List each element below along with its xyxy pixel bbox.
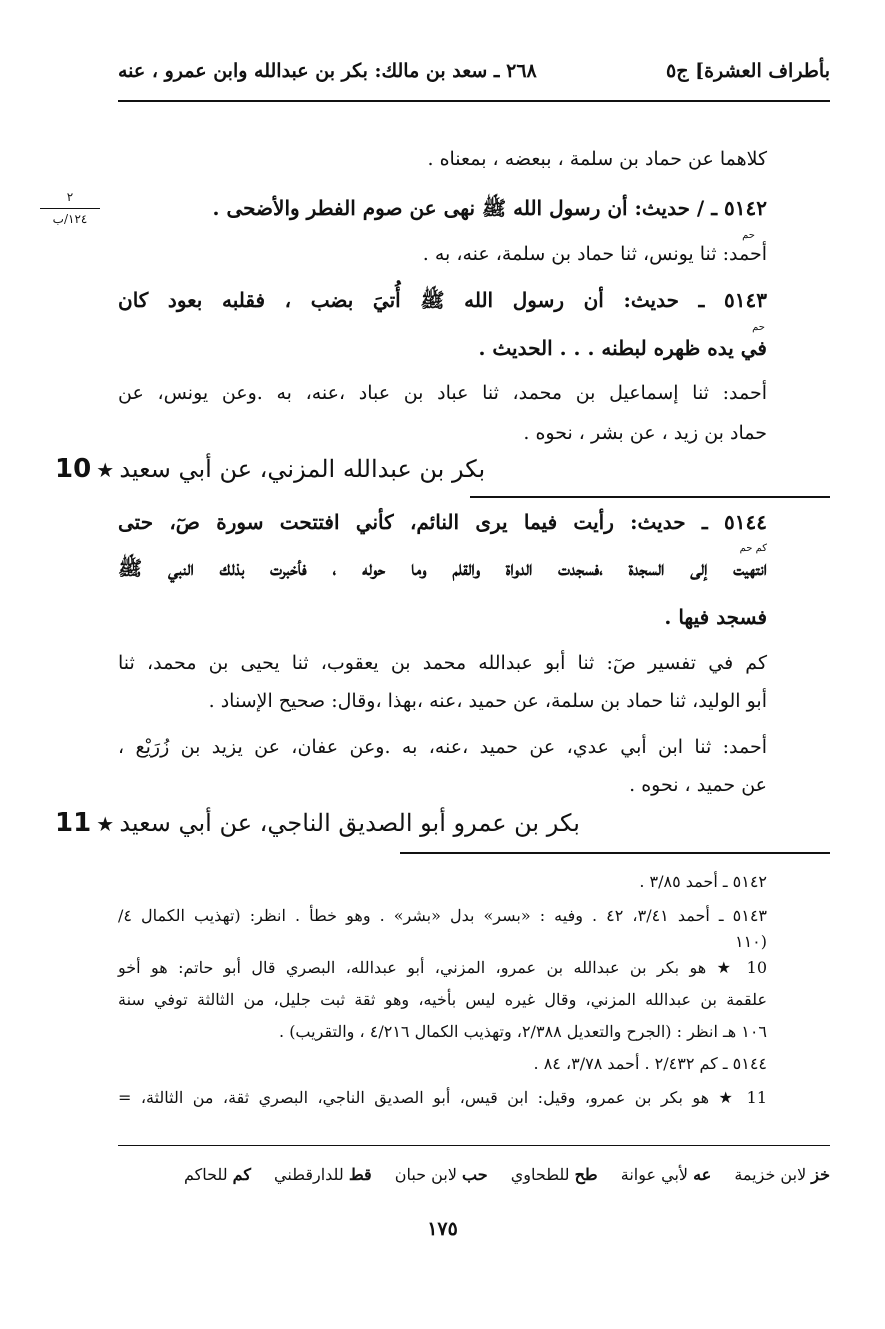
source-5143-line2: حماد بن زيد ، عن بشر ، نحوه . (523, 422, 767, 444)
margin-folio-rule (40, 208, 100, 209)
page-number: ١٧٥ (427, 1218, 458, 1240)
footnote-5143-line2: ١١٠) (734, 932, 767, 951)
abbreviations-key (118, 1165, 830, 1184)
running-header (118, 58, 830, 94)
footnote-5142: ٥١٤٢ ـ أحمد ٣/٨٥ . (639, 872, 767, 891)
footnote-10-line2: علقمة بن عبدالله المزني، وقال غيره ليس بأخيه، وهو ثقة ثبت جليل، من الثالثة توفي سنة (118, 990, 767, 1009)
abbr-entry: طح للطحاوي (510, 1165, 598, 1184)
section-10-title: بكر بن عبدالله المزني، عن أبي سعيد (119, 455, 486, 483)
star-icon: ★ (96, 458, 115, 482)
siglum-5142: حم (742, 230, 755, 241)
footnote-5144: ٥١٤٤ ـ كم ٢/٤٣٢ . أحمد ٣/٧٨، ٨٤ . (533, 1054, 767, 1073)
hadith-heading-5143-line1: ٥١٤٣ ـ حديث: أن رسول الله ﷺ أُتيَ بضب ، فقلبه بعود كان (118, 288, 767, 312)
siglum-5143: حم (752, 322, 765, 333)
abbreviations-rule (118, 1145, 830, 1146)
body-line: كلاهما عن حماد بن سلمة ، ببعضه ، بمعناه . (427, 148, 767, 170)
source-5144-line4: عن حميد ، نحوه . (629, 774, 767, 796)
source-5144-line1: كم في تفسير صٓ: ثنا أبو عبدالله محمد بن يعقوب، ثنا يحيى بن محمد، ثنا (118, 652, 767, 674)
source-5143-line1: أحمد: ثنا إسماعيل بن محمد، ثنا عباد بن عباد ،عنه، به .وعن يونس، عن (118, 382, 767, 404)
footnote-11: 11 ★ هو بكر بن عمرو، وقيل: ابن قيس، أبو الصديق الناجي، البصري ثقة، من الثالثة، = (118, 1088, 767, 1107)
hadith-heading-5144-line1: ٥١٤٤ ـ حديث: رأيت فيما يرى النائم، كأني افتتحت سورة صٓ، حتى (118, 510, 767, 534)
header-rule (118, 100, 830, 102)
header-book-title: بأطراف العشرة] ج٥ (666, 60, 830, 82)
section-10-number: 10 (55, 454, 92, 484)
source-5144-line2: أبو الوليد، ثنا حماد بن سلمة، عن حميد ،عنه ،بهذا ،وقال: صحيح الإسناد . (208, 690, 767, 712)
source-5144-line3: أحمد: ثنا ابن أبي عدي، عن حميد ،عنه، به .وعن عفان، عن يزيد بن زُرَيْع ، (118, 736, 767, 758)
abbr-entry: كم للحاكم (183, 1165, 251, 1184)
abbr-entry: حب لابن حبان (394, 1165, 488, 1184)
hadith-heading-5143-line2: في يده ظهره لبطنه . . . الحديث . (478, 336, 767, 360)
section-11-heading (55, 808, 825, 838)
abbr-entry: قط للدارقطني (274, 1165, 372, 1184)
header-section-title: ٢٦٨ ـ سعد بن مالك: بكر بن عبدالله وابن عمرو ، عنه (118, 60, 537, 82)
abbr-entry: عه لأبي عوانة (620, 1165, 712, 1184)
footnote-10-line3: ١٠٦ هـ انظر : (الجرح والتعديل ٢/٣٨٨، وتهذيب الكمال ٤/٢١٦ ، والتقريب) . (279, 1022, 767, 1041)
section-11-number: 11 (55, 808, 92, 838)
hadith-heading-5144-line2: انتهيت إلى السجدة ،فسجدت الدواة والقلم وما حوله ، فأخبرت بذلك النبي ﷺ (118, 556, 767, 580)
footnote-5143-line1: ٥١٤٣ ـ أحمد ٣/٤١، ٤٢ . وفيه : «بسر» بدل «بشر» . وهو خطأ . انظر: (تهذيب الكمال ٤/ (118, 906, 768, 925)
section-10-heading (55, 454, 825, 484)
source-5142: أحمد: ثنا يونس، ثنا حماد بن سلمة، عنه، به . (422, 243, 767, 265)
hadith-heading-5142: ٥١٤٢ ـ / حديث: أن رسول الله ﷺ نهى عن صوم الفطر والأضحى . (212, 196, 767, 220)
margin-folio-denominator: ١٢٤/ب (52, 212, 88, 226)
footnote-10-line1: 10 ★ هو بكر بن عبدالله بن عمرو، المزني، أبو عبدالله، البصري قال أبو حاتم: هو أخو (118, 958, 768, 977)
section-11-title: بكر بن عمرو أبو الصديق الناجي، عن أبي سعيد (119, 809, 580, 837)
section-11-rule (400, 852, 830, 854)
hadith-heading-5144-line3: فسجد فيها . (664, 605, 767, 629)
abbr-entry: خز لابن خزيمة (734, 1165, 830, 1184)
star-icon: ★ (96, 812, 115, 836)
margin-folio-numerator: ٢ (66, 190, 74, 204)
siglum-5144: كم حم (739, 543, 767, 554)
section-10-rule (470, 496, 830, 498)
